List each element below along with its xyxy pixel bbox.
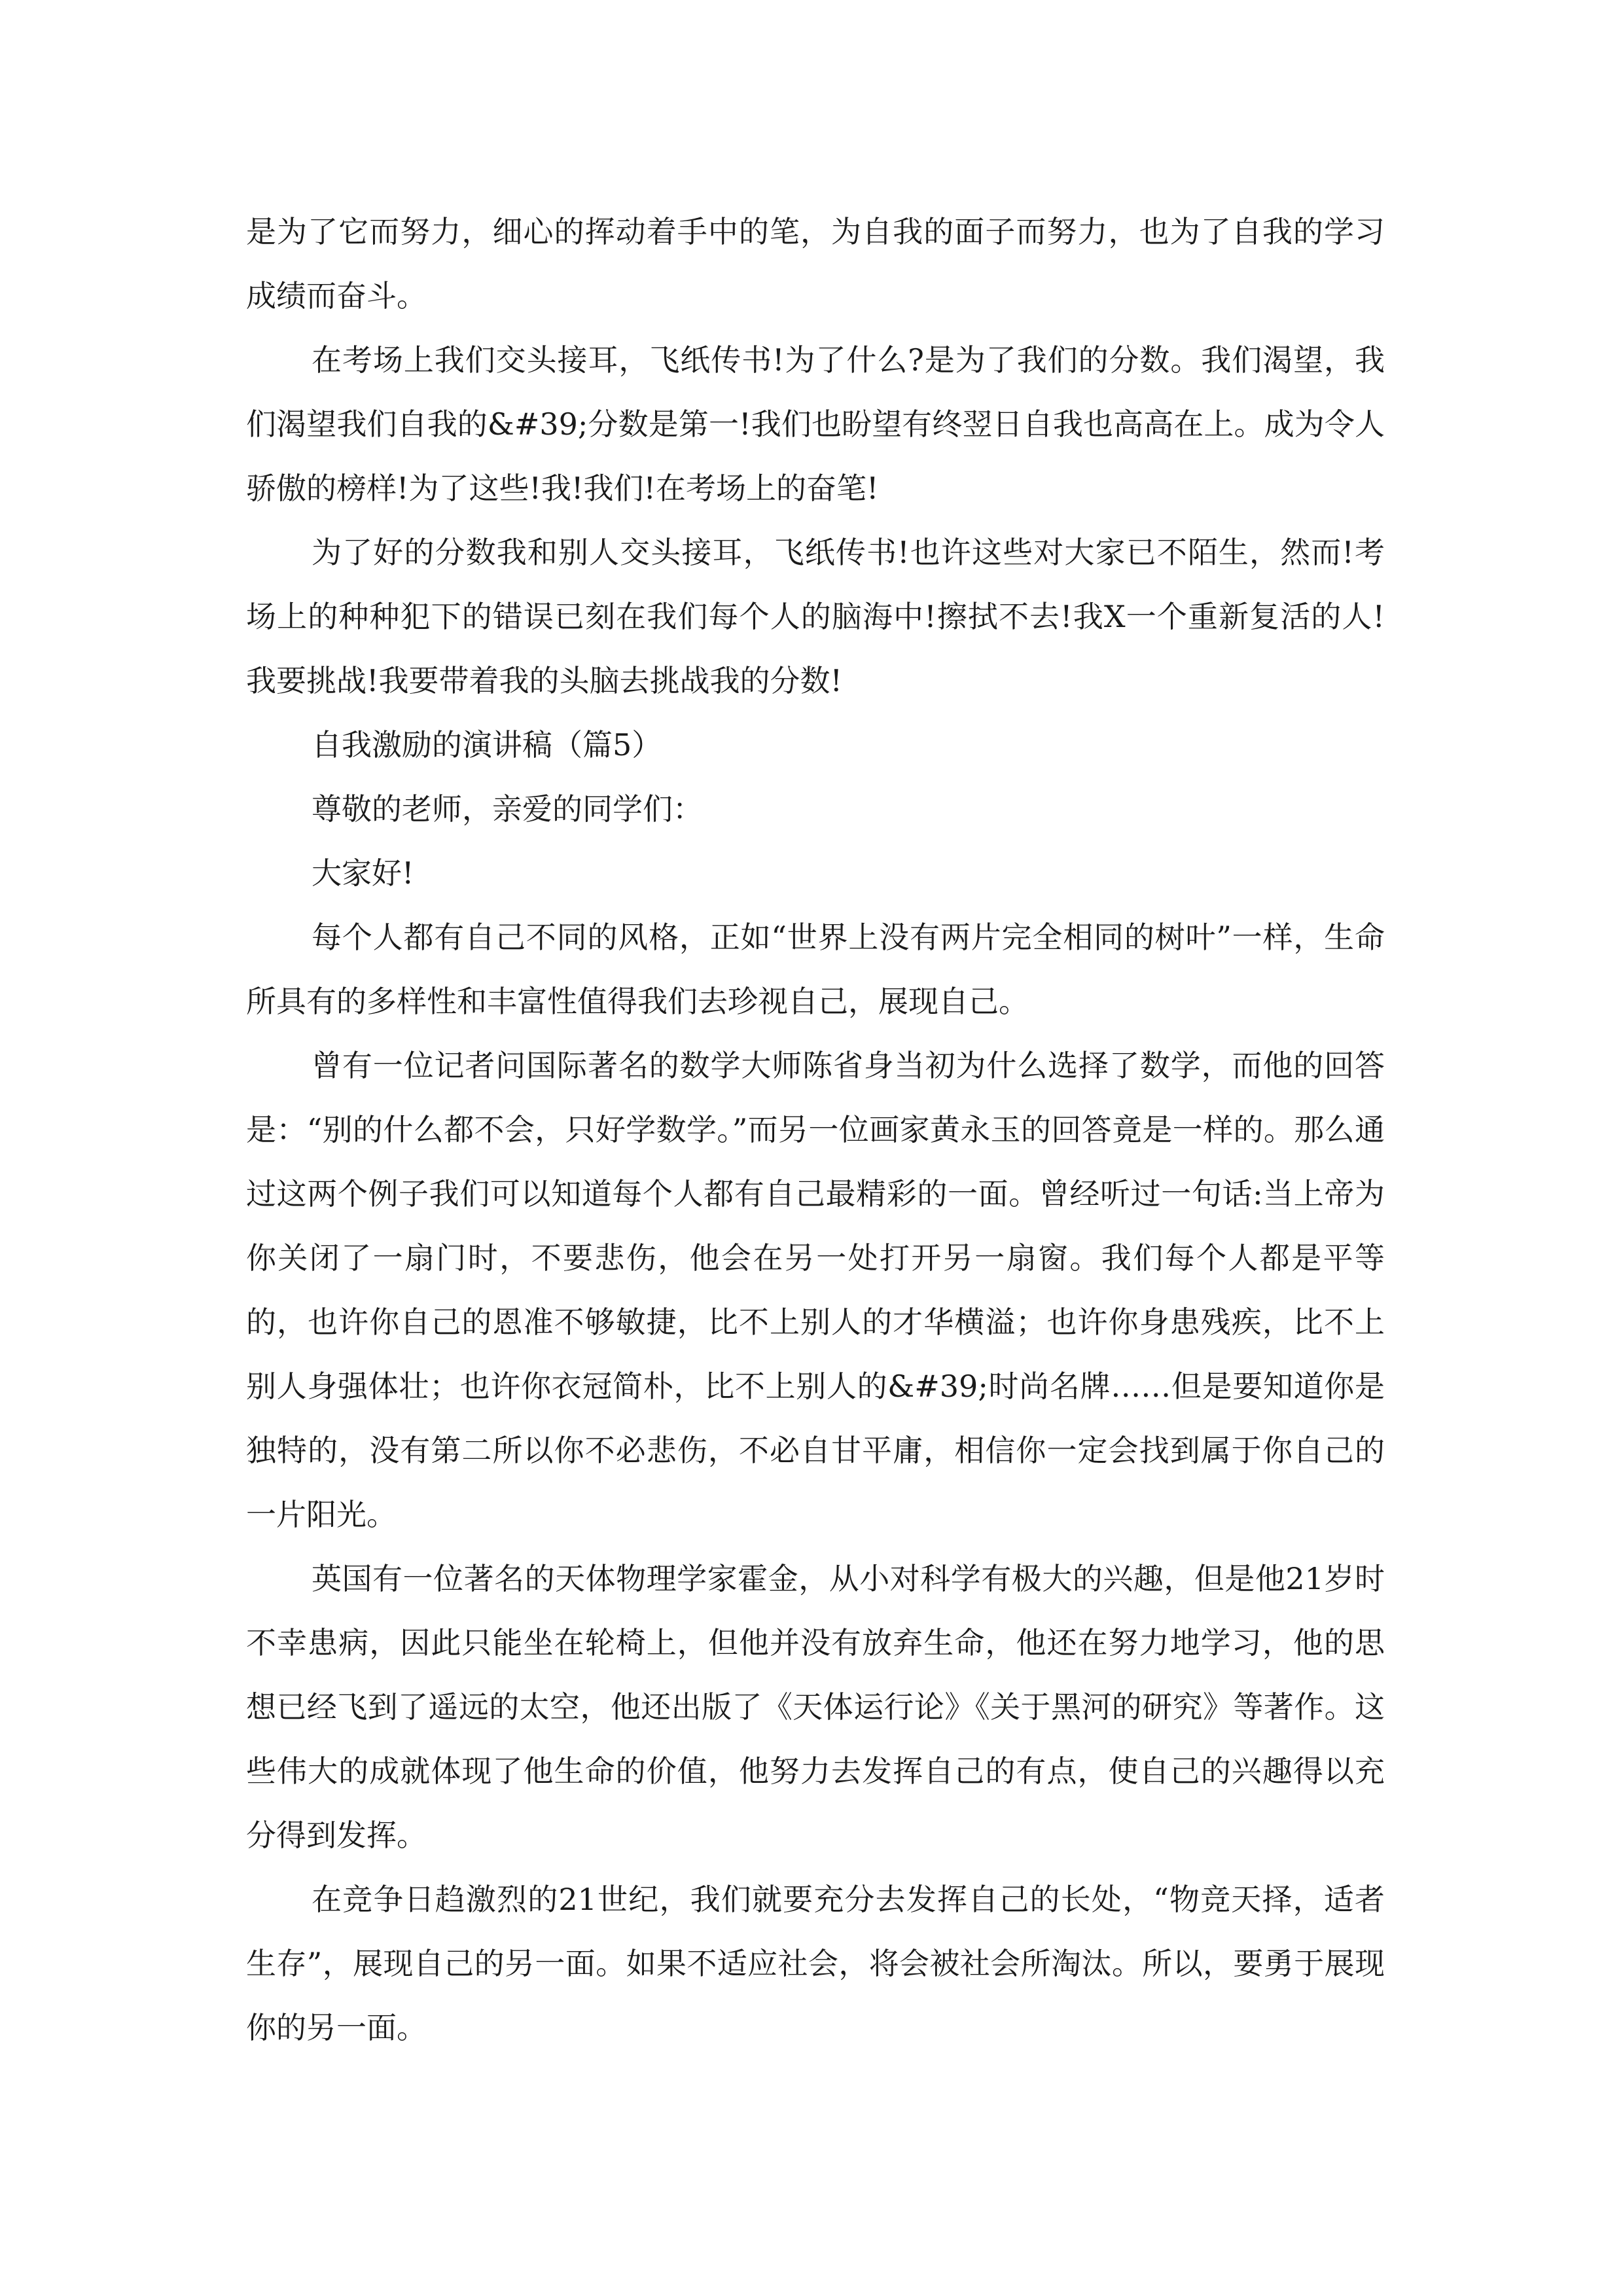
paragraph-6: 英国有一位著名的天体物理学家霍金，从小对科学有极大的兴趣，但是他21岁时不幸患病，因此只能坐在轮椅上，但他并没有放弃生命，他还在努力地学习，他的思想已经飞到了遥远的太空，他还出版了《天体运行论》《关于黑河的研究》等著作。这些伟大的成就体现了他生命的价值，他努力去发挥自己的有点，使自己的兴趣得以充分得到发挥。 — [246, 1561, 1385, 1853]
paragraph-1: 是为了它而努力，细心的挥动着手中的笔，为自我的面子而努力，也为了自我的学习成绩而奋斗。 — [246, 214, 1385, 314]
section-heading: 自我激励的演讲稿（篇5） — [312, 727, 662, 762]
paragraph-4: 每个人都有自己不同的风格，正如“世界上没有两片完全相同的树叶”一样，生命所具有的多样性和丰富性值得我们去珍视自己，展现自己。 — [246, 920, 1385, 1019]
greeting: 大家好! — [312, 855, 414, 891]
document-page — [246, 200, 1385, 2060]
paragraph-3: 为了好的分数我和别人交头接耳，飞纸传书!也许这些对大家已不陌生，然而!考场上的种种犯下的错误已刻在我们每个人的脑海中!擦拭不去!我X一个重新复活的人!我要挑战!我要带着我的头脑去挑战我的分数! — [246, 535, 1385, 698]
salutation: 尊敬的老师，亲爱的同学们： — [312, 791, 703, 827]
paragraph-7: 在竞争日趋激烈的21世纪，我们就要充分去发挥自己的长处，“物竞天择，适者生存”，展现自己的另一面。如果不适应社会，将会被社会所淘汰。所以，要勇于展现你的另一面。 — [246, 1882, 1385, 2045]
paragraph-2: 在考场上我们交头接耳，飞纸传书!为了什么?是为了我们的分数。我们渴望，我们渴望我们自我的&#39;分数是第一!我们也盼望有终翌日自我也高高在上。成为令人骄傲的榜样!为了这些!我!我们!在考场上的奋笔! — [246, 342, 1385, 506]
paragraph-5: 曾有一位记者问国际著名的数学大师陈省身当初为什么选择了数学，而他的回答是：“别的什么都不会，只好学数学。”而另一位画家黄永玉的回答竟是一样的。那么通过这两个例子我们可以知道每个人都有自己最精彩的一面。曾经听过一句话:当上帝为你关闭了一扇门时，不要悲伤，他会在另一处打开另一扇窗。我们每个人都是平等的，也许你自己的恩准不够敏捷，比不上别人的才华横溢；也许你身患残疾，比不上别人身强体壮；也许你衣冠简朴，比不上别人的&#39;时尚名牌……但是要知道你是独特的，没有第二所以你不必悲伤，不必自甘平庸，相信你一定会找到属于你自己的一片阳光。 — [246, 1048, 1385, 1532]
